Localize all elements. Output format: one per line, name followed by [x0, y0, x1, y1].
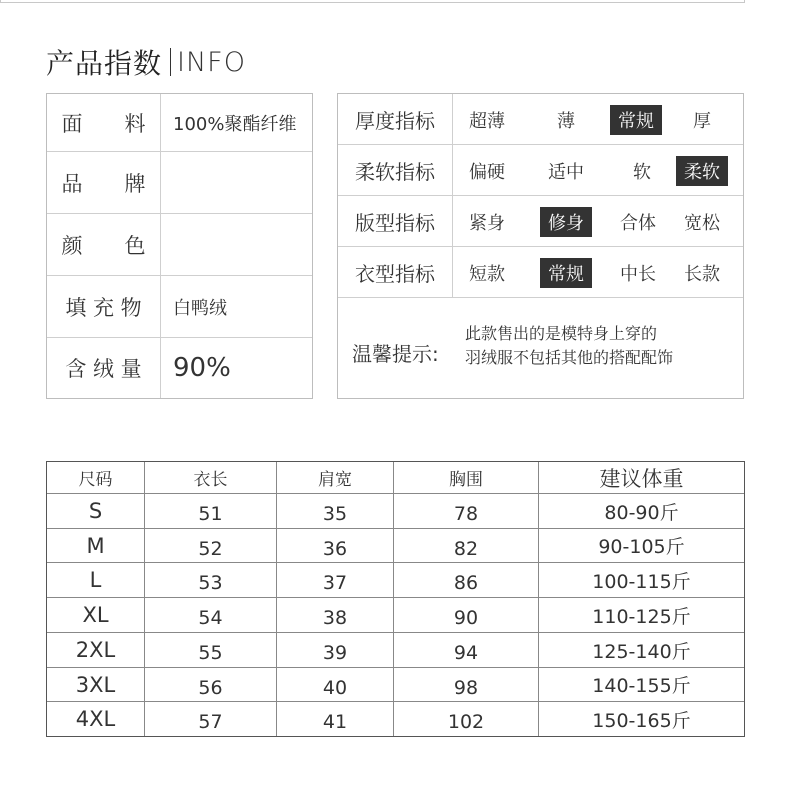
indicator-table [337, 93, 744, 399]
size-header-cell: 建议体重 [539, 462, 744, 494]
info-label: 面 料 [61, 111, 146, 136]
indicator-option: 薄 [557, 111, 575, 132]
info-row-down-content [47, 338, 312, 398]
length-cell: 54 [145, 598, 277, 633]
weight-cell: 110-125斤 [539, 598, 744, 633]
size-header-cell: 胸围 [394, 462, 539, 494]
length-cell: 52 [145, 529, 277, 563]
indicator-option: 长款 [684, 264, 720, 285]
chest-cell: 98 [394, 668, 539, 702]
indicator-option: 紧身 [469, 213, 505, 234]
weight-cell: 100-115斤 [539, 563, 744, 598]
length-cell: 51 [145, 494, 277, 529]
info-label-cell [47, 214, 161, 275]
length-cell: 56 [145, 668, 277, 702]
weight-cell: 90-105斤 [539, 529, 744, 563]
size-chart-table [46, 461, 745, 737]
indicator-label: 柔软指标 [338, 145, 453, 195]
indicator-row-length [338, 247, 743, 298]
shoulder-cell: 38 [277, 598, 394, 633]
info-row-brand [47, 152, 312, 214]
chest-cell: 86 [394, 563, 539, 598]
size-cell: 3XL [47, 668, 145, 702]
weight-cell: 80-90斤 [539, 494, 744, 529]
heading-title: 产品指数 [46, 47, 163, 80]
shoulder-cell: 41 [277, 702, 394, 736]
info-value: 100%聚酯纤维 [173, 113, 297, 135]
length-cell: 53 [145, 563, 277, 598]
heading-subtitle: INFO [177, 46, 246, 78]
shoulder-cell: 39 [277, 633, 394, 668]
size-table-row [47, 598, 744, 633]
shoulder-cell: 35 [277, 494, 394, 529]
info-value: 白鸭绒 [173, 297, 227, 319]
shoulder-cell: 40 [277, 668, 394, 702]
chest-cell: 90 [394, 598, 539, 633]
top-frame-border [0, 0, 745, 3]
indicator-option: 短款 [469, 264, 505, 285]
weight-cell: 150-165斤 [592, 709, 691, 732]
size-header-cell: 肩宽 [277, 462, 394, 494]
indicator-row-softness [338, 145, 743, 196]
indicator-option: 中长 [620, 264, 656, 285]
size-header-cell: 尺码 [47, 462, 145, 494]
indicator-row-fit [338, 196, 743, 247]
length-cell: 55 [145, 633, 277, 668]
indicator-label: 衣型指标 [338, 247, 453, 297]
tip-label: 温馨提示: [352, 342, 439, 366]
info-label-cell [47, 94, 161, 151]
indicator-label: 厚度指标 [338, 94, 453, 144]
section-heading [46, 42, 246, 82]
info-label: 含 绒 量 [65, 357, 142, 381]
indicator-option-selected: 修身 [540, 207, 592, 237]
shoulder-cell: 37 [277, 563, 394, 598]
size-cell: 4XL [47, 702, 145, 736]
indicator-option-selected: 柔软 [676, 156, 728, 186]
indicator-row-thickness [338, 94, 743, 145]
info-label-cell [47, 152, 161, 213]
size-cell: XL [47, 598, 145, 633]
weight-cell: 125-140斤 [539, 633, 744, 668]
info-label-cell [47, 276, 161, 337]
info-label-cell [47, 338, 161, 398]
size-table-row [47, 633, 744, 668]
heading-divider [170, 48, 171, 76]
info-row-fabric [47, 94, 312, 152]
size-cell: 2XL [47, 633, 145, 668]
info-label: 颜 色 [61, 233, 146, 258]
chest-cell: 94 [394, 633, 539, 668]
info-row-color [47, 214, 312, 276]
size-table-row [47, 668, 744, 702]
tip-line: 此款售出的是模特身上穿的 [465, 324, 658, 343]
indicator-option: 合体 [620, 213, 656, 234]
indicator-label: 版型指标 [338, 196, 453, 246]
size-cell: M [47, 529, 145, 563]
chest-cell: 78 [394, 494, 539, 529]
indicator-option: 适中 [548, 162, 584, 183]
size-header-cell: 衣长 [145, 462, 277, 494]
size-table-row [47, 529, 744, 563]
info-label: 填 充 物 [65, 295, 142, 320]
chest-cell: 102 [394, 702, 539, 736]
info-row-filling [47, 276, 312, 338]
size-table-row [47, 702, 744, 736]
indicator-option: 超薄 [469, 111, 505, 132]
indicator-option: 偏硬 [469, 162, 505, 183]
size-table-header [47, 462, 744, 494]
product-info-table [46, 93, 313, 399]
size-table-row [47, 563, 744, 598]
length-cell: 57 [145, 702, 277, 736]
info-value: 90% [173, 353, 231, 383]
weight-cell: 140-155斤 [539, 668, 744, 702]
size-cell: S [47, 494, 145, 529]
size-table-row [47, 494, 744, 529]
shoulder-cell: 36 [277, 529, 394, 563]
indicator-option: 软 [633, 162, 651, 183]
size-cell: L [47, 563, 145, 598]
tip-line: 羽绒服不包括其他的搭配配饰 [465, 348, 674, 367]
tip-text [465, 322, 673, 370]
indicator-option-selected: 常规 [610, 105, 662, 135]
chest-cell: 82 [394, 529, 539, 563]
indicator-option: 厚 [693, 111, 711, 132]
info-label: 品 牌 [61, 171, 146, 196]
indicator-option: 宽松 [684, 213, 720, 234]
indicator-option-selected: 常规 [540, 258, 592, 288]
